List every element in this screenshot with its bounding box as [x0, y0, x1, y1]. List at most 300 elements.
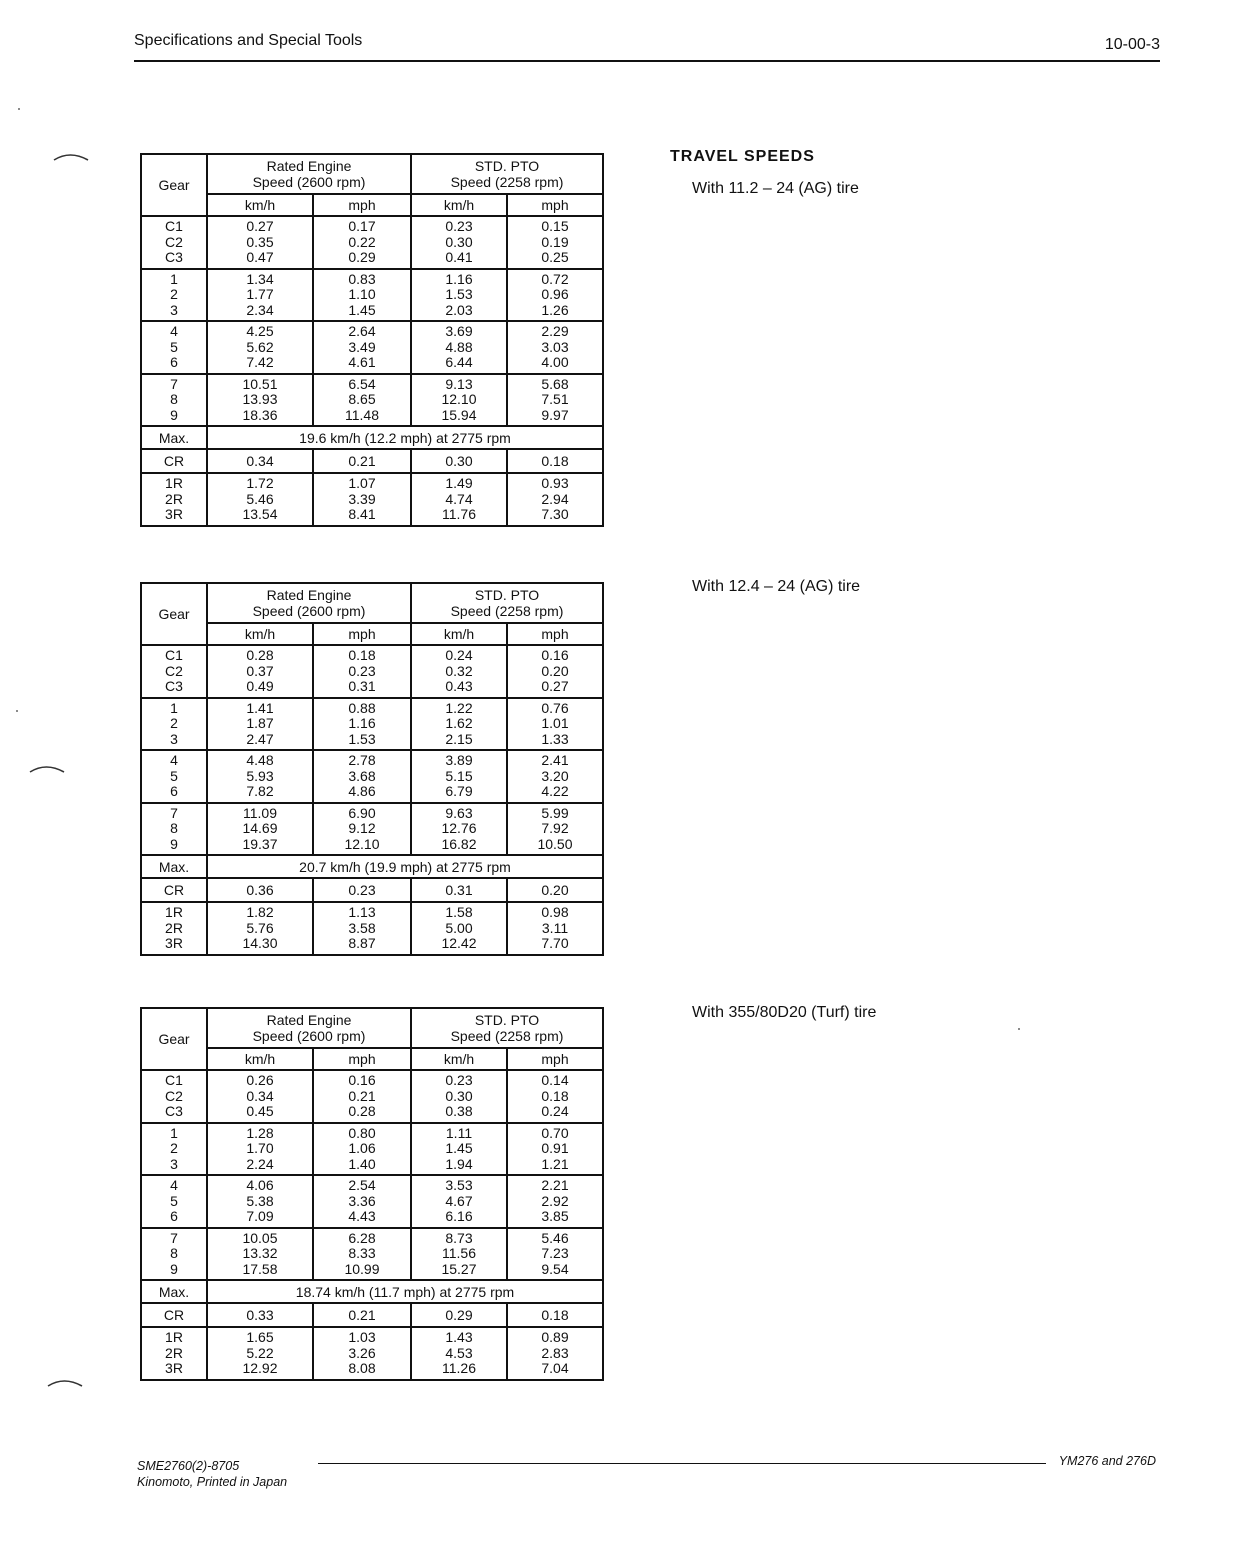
rated-kmh-cell-value: 5.46: [246, 490, 274, 507]
gear-cell: [141, 269, 207, 322]
pto-kmh-cell-value: 0.43: [445, 678, 473, 694]
gear-cell-value: 5: [170, 338, 178, 355]
pto-mph-cell: [507, 269, 603, 322]
travel-speed-table: [140, 582, 604, 956]
pto-kmh-cell-value: 1.45: [445, 1140, 473, 1156]
gear-cell: [141, 473, 207, 526]
pto-kmh-cell: [411, 1070, 507, 1123]
gear-group-row: [141, 1070, 603, 1123]
rated-mph-cell-value: 0.17: [348, 218, 376, 234]
rated-kmh-cell-value: 14.69: [242, 820, 278, 836]
rated-kmh-cell-value: 1.65: [246, 1329, 274, 1345]
unit-kmh-header: km/h: [207, 1048, 313, 1070]
pto-speed-header-line: STD. PTO: [474, 1012, 540, 1028]
max-speed-cell: 18.74 km/h (11.7 mph) at 2775 rpm: [207, 1280, 603, 1303]
pto-kmh-cell-value: 4.53: [445, 1344, 473, 1361]
pto-mph-cell: [507, 803, 603, 856]
cr-value-cell: 0.21: [313, 1303, 411, 1327]
gear-cell-value: 9: [170, 835, 178, 852]
rated-kmh-cell-value: 18.36: [242, 406, 278, 423]
gear-group-row: [141, 645, 603, 698]
unit-kmh-header: km/h: [411, 194, 507, 216]
pto-kmh-cell-value: 0.24: [445, 647, 473, 663]
rated-mph-cell: [313, 803, 411, 856]
gear-cell: [141, 902, 207, 955]
pto-kmh-cell: [411, 1175, 507, 1228]
rated-kmh-cell-value: 13.54: [242, 506, 278, 522]
rated-kmh-cell-value: 7.82: [246, 783, 274, 799]
pto-kmh-cell: [411, 1228, 507, 1281]
rated-mph-cell-value: 2.64: [348, 323, 376, 339]
printed-note: Kinomoto, Printed in Japan: [137, 1475, 288, 1489]
rated-mph-cell-value: 8.41: [348, 506, 376, 522]
unit-mph-header: mph: [507, 623, 603, 645]
rated-kmh-cell: [207, 750, 313, 803]
pto-kmh-cell-value: 11.26: [442, 1360, 476, 1376]
pto-kmh-cell-value: 2.15: [445, 730, 473, 747]
rated-kmh-cell-value: 1.72: [246, 475, 274, 491]
punch-mark-icon: [46, 1376, 86, 1390]
rated-mph-cell-value: 0.29: [348, 249, 376, 265]
gear-cell-value: 2: [170, 1140, 178, 1156]
gear-cell-value: 8: [170, 1245, 178, 1261]
gear-cell-value: 3: [170, 301, 178, 318]
gear-cell-value: C3: [165, 678, 183, 694]
unit-mph-header: mph: [507, 194, 603, 216]
rated-speed-header-line: Speed (2600 rpm): [252, 174, 366, 190]
rated-kmh-cell-value: 0.26: [246, 1072, 274, 1088]
pto-kmh-cell-value: 15.94: [441, 406, 477, 423]
cr-value-cell: 0.20: [507, 878, 603, 902]
speck: [18, 108, 20, 110]
rated-mph-cell-value: 0.88: [348, 699, 376, 716]
rated-kmh-cell-value: 19.37: [242, 835, 278, 852]
rated-mph-cell-value: 1.10: [348, 286, 376, 302]
max-label-cell: Max.: [141, 426, 207, 449]
page-header: [134, 30, 1160, 62]
gear-cell: [141, 1123, 207, 1176]
pto-kmh-cell-value: 16.82: [441, 835, 477, 852]
gear-group-row: [141, 1228, 603, 1281]
gear-cell-value: C2: [165, 1087, 183, 1104]
rated-mph-cell: [313, 902, 411, 955]
rated-mph-cell-value: 6.28: [348, 1229, 376, 1246]
pto-kmh-cell-value: 1.49: [445, 475, 473, 491]
rated-mph-cell-value: 4.43: [348, 1208, 376, 1224]
pto-kmh-cell-value: 0.23: [445, 1072, 473, 1088]
gear-group-row: [141, 803, 603, 856]
pto-mph-cell-value: 3.20: [541, 767, 569, 784]
pto-mph-cell-value: 7.23: [541, 1245, 569, 1261]
rated-kmh-cell-value: 4.25: [246, 323, 274, 339]
unit-kmh-header: km/h: [411, 623, 507, 645]
rated-mph-cell-value: 2.54: [348, 1177, 376, 1193]
rated-mph-cell-value: 0.16: [348, 1072, 376, 1088]
rated-kmh-cell-value: 14.30: [242, 935, 278, 951]
rated-mph-cell-value: 0.23: [348, 662, 376, 679]
gear-cell: [141, 750, 207, 803]
gear-cell-value: 3: [170, 1155, 178, 1172]
gear-cell-value: 3: [170, 730, 178, 747]
gear-cell: [141, 216, 207, 269]
pto-kmh-cell-value: 6.44: [445, 354, 473, 370]
rated-kmh-cell-value: 0.28: [246, 647, 274, 663]
pto-kmh-cell-value: 0.38: [445, 1103, 473, 1119]
gear-cell: [141, 803, 207, 856]
pto-kmh-cell-value: 6.16: [445, 1208, 473, 1224]
gear-cell-value: C2: [165, 662, 183, 679]
rated-mph-cell: [313, 1327, 411, 1380]
rated-mph-cell-value: 8.33: [348, 1245, 376, 1261]
unit-mph-header: mph: [313, 623, 411, 645]
rated-kmh-cell: [207, 645, 313, 698]
gear-group-row: [141, 374, 603, 427]
pto-kmh-cell: [411, 750, 507, 803]
cr-gear-cell: CR: [141, 449, 207, 473]
rated-mph-cell-value: 3.49: [348, 338, 376, 355]
rated-mph-cell: [313, 216, 411, 269]
pto-mph-cell-value: 2.92: [541, 1192, 569, 1209]
rated-kmh-cell-value: 1.41: [246, 699, 274, 716]
pto-mph-cell-value: 7.30: [541, 506, 569, 522]
header-title: Specifications and Special Tools: [134, 32, 363, 49]
rated-kmh-cell-value: 17.58: [242, 1260, 278, 1277]
pto-mph-cell-value: 2.94: [541, 490, 569, 507]
rated-kmh-cell-value: 13.93: [242, 391, 278, 407]
rated-kmh-cell-value: 1.34: [246, 270, 274, 287]
rated-kmh-cell-value: 12.92: [242, 1360, 278, 1376]
gear-cell-value: 6: [170, 1208, 178, 1224]
pto-kmh-cell-value: 0.41: [445, 249, 473, 265]
rated-kmh-cell: [207, 473, 313, 526]
gear-cell: [141, 698, 207, 751]
speck: [1018, 1028, 1020, 1030]
pto-mph-cell-value: 0.24: [541, 1103, 569, 1119]
max-speed-cell: 20.7 km/h (19.9 mph) at 2775 rpm: [207, 855, 603, 878]
gear-header: Gear: [141, 583, 207, 645]
gear-cell: [141, 374, 207, 427]
rated-mph-cell-value: 1.45: [348, 301, 376, 318]
gear-cell-value: 6: [170, 783, 178, 799]
pto-mph-cell-value: 0.16: [541, 647, 569, 663]
caption-tire-3: With 355/80D20 (Turf) tire: [692, 1004, 877, 1021]
pto-mph-cell-value: 1.33: [541, 730, 569, 747]
rated-kmh-cell-value: 1.28: [246, 1124, 274, 1141]
gear-cell-value: 4: [170, 752, 178, 768]
pto-mph-cell-value: 2.21: [541, 1177, 569, 1193]
pto-kmh-cell-value: 1.22: [445, 699, 473, 716]
pto-mph-cell-value: 0.20: [541, 662, 569, 679]
max-label-cell: Max.: [141, 1280, 207, 1303]
rated-speed-header: [207, 1008, 411, 1048]
rated-mph-cell: [313, 1228, 411, 1281]
gear-cell-value: 2R: [165, 1344, 183, 1361]
rated-kmh-cell-value: 10.51: [242, 375, 278, 392]
pto-kmh-cell-value: 12.76: [441, 820, 477, 836]
rated-speed-header: [207, 583, 411, 623]
pto-kmh-cell: [411, 645, 507, 698]
rated-speed-header-line: Speed (2600 rpm): [252, 1028, 366, 1044]
pto-speed-header: [411, 1008, 603, 1048]
cr-value-cell: 0.29: [411, 1303, 507, 1327]
pto-mph-cell-value: 9.97: [541, 406, 569, 423]
gear-cell-value: 5: [170, 767, 178, 784]
pto-kmh-cell: [411, 216, 507, 269]
pto-kmh-cell-value: 3.89: [445, 752, 473, 768]
pto-mph-cell-value: 7.51: [541, 391, 569, 407]
gear-group-row: [141, 269, 603, 322]
rated-kmh-cell-value: 5.22: [246, 1344, 274, 1361]
travel-speed-table: [140, 1007, 604, 1381]
rated-mph-cell-value: 1.06: [348, 1140, 376, 1156]
rated-mph-cell-value: 3.36: [348, 1192, 376, 1209]
gear-cell-value: 7: [170, 804, 178, 821]
rated-mph-cell-value: 1.03: [348, 1329, 376, 1345]
pto-kmh-cell-value: 1.94: [445, 1155, 473, 1172]
pto-mph-cell-value: 0.96: [541, 286, 569, 302]
pto-mph-cell-value: 7.04: [541, 1360, 569, 1376]
pto-kmh-cell-value: 11.76: [442, 506, 476, 522]
rated-kmh-cell: [207, 1327, 313, 1380]
cr-value-cell: 0.18: [507, 1303, 603, 1327]
rated-speed-header-line: Rated Engine: [266, 158, 352, 174]
gear-cell-value: 8: [170, 820, 178, 836]
model-label: YM276 and 276D: [1058, 1454, 1156, 1468]
rated-mph-cell-value: 10.99: [344, 1260, 380, 1277]
gear-cell-value: 3R: [165, 506, 183, 522]
gear-cell-value: 2: [170, 715, 178, 731]
unit-mph-header: mph: [313, 1048, 411, 1070]
gear-cell-value: 3R: [165, 935, 183, 951]
rated-kmh-cell-value: 10.05: [242, 1229, 278, 1246]
pto-mph-cell-value: 0.98: [541, 904, 569, 920]
gear-group-row: [141, 321, 603, 374]
gear-cell-value: C1: [165, 218, 183, 234]
unit-kmh-header: km/h: [207, 623, 313, 645]
pto-mph-cell-value: 0.19: [541, 233, 569, 250]
rated-mph-cell-value: 0.18: [348, 647, 376, 663]
pto-kmh-cell-value: 4.67: [445, 1192, 473, 1209]
pto-mph-cell-value: 0.91: [541, 1140, 569, 1156]
gear-cell-value: 1: [170, 699, 178, 716]
pto-kmh-cell-value: 1.58: [445, 904, 473, 920]
pto-kmh-cell: [411, 698, 507, 751]
gear-cell-value: C3: [165, 249, 183, 265]
pto-kmh-cell-value: 12.42: [441, 935, 477, 951]
unit-kmh-header: km/h: [207, 194, 313, 216]
rated-kmh-cell-value: 1.82: [246, 904, 274, 920]
pto-kmh-cell-value: 5.15: [445, 767, 473, 784]
pto-mph-cell: [507, 473, 603, 526]
rated-mph-cell-value: 2.78: [348, 752, 376, 768]
rated-kmh-cell-value: 11.09: [243, 804, 277, 821]
gear-header: Gear: [141, 1008, 207, 1070]
rated-mph-cell-value: 1.16: [348, 715, 376, 731]
pto-mph-cell-value: 0.93: [541, 475, 569, 491]
pto-kmh-cell-value: 0.32: [445, 662, 473, 679]
page-number: 10-00-3: [1104, 36, 1160, 53]
rated-kmh-cell-value: 2.24: [246, 1155, 274, 1172]
pto-mph-cell-value: 0.70: [541, 1124, 569, 1141]
pto-kmh-cell-value: 1.62: [445, 715, 473, 731]
pto-mph-cell-value: 3.11: [541, 919, 569, 936]
rated-mph-cell-value: 0.28: [348, 1103, 376, 1119]
rated-kmh-cell-value: 4.06: [246, 1177, 274, 1193]
pto-mph-cell-value: 4.22: [541, 783, 569, 799]
rated-mph-cell: [313, 1175, 411, 1228]
pto-kmh-cell-value: 0.30: [445, 233, 473, 250]
rated-kmh-cell-value: 5.76: [246, 919, 274, 936]
gear-cell: [141, 1327, 207, 1380]
pto-mph-cell: [507, 1070, 603, 1123]
pto-mph-cell-value: 1.21: [541, 1155, 569, 1172]
gear-cell-value: C2: [165, 233, 183, 250]
gear-cell-value: C1: [165, 647, 183, 663]
pto-mph-cell: [507, 216, 603, 269]
rated-mph-cell: [313, 321, 411, 374]
reverse-gear-row: [141, 902, 603, 955]
gear-cell-value: 1: [170, 1124, 178, 1141]
rated-mph-cell: [313, 698, 411, 751]
rated-kmh-cell: [207, 216, 313, 269]
pto-kmh-cell-value: 0.30: [445, 1087, 473, 1104]
pto-kmh-cell-value: 3.69: [445, 323, 473, 339]
rated-speed-header-line: Rated Engine: [266, 1012, 352, 1028]
pto-kmh-cell-value: 5.00: [445, 919, 473, 936]
gear-cell: [141, 645, 207, 698]
pto-mph-cell: [507, 698, 603, 751]
pto-mph-cell-value: 1.01: [541, 715, 569, 731]
rated-kmh-cell-value: 1.87: [246, 715, 274, 731]
caption-tire-2: With 12.4 – 24 (AG) tire: [692, 578, 861, 595]
pto-kmh-cell-value: 3.53: [445, 1177, 473, 1193]
pto-mph-cell-value: 0.15: [541, 218, 569, 234]
pto-speed-header: [411, 583, 603, 623]
rated-kmh-cell-value: 5.93: [246, 767, 274, 784]
rated-mph-cell-value: 11.48: [345, 406, 379, 423]
cr-value-cell: 0.33: [207, 1303, 313, 1327]
gear-cell: [141, 321, 207, 374]
pto-kmh-cell-value: 6.79: [445, 783, 473, 799]
footer-left: [137, 1458, 287, 1490]
pto-kmh-cell: [411, 1123, 507, 1176]
gear-cell-value: 4: [170, 1177, 178, 1193]
pto-speed-header-line: STD. PTO: [474, 158, 540, 174]
rated-mph-cell-value: 3.58: [348, 919, 376, 936]
rated-kmh-cell: [207, 1070, 313, 1123]
rated-kmh-cell: [207, 321, 313, 374]
gear-cell-value: C3: [165, 1103, 183, 1119]
pto-mph-cell: [507, 374, 603, 427]
cr-value-cell: 0.23: [313, 878, 411, 902]
cr-value-cell: 0.31: [411, 878, 507, 902]
gear-cell-value: 7: [170, 375, 178, 392]
gear-cell-value: 5: [170, 1192, 178, 1209]
pto-mph-cell-value: 7.70: [541, 935, 569, 951]
rated-kmh-cell-value: 0.27: [246, 218, 274, 234]
rated-mph-cell-value: 1.40: [348, 1155, 376, 1172]
cr-gear-cell: CR: [141, 878, 207, 902]
pto-kmh-cell-value: 4.74: [445, 490, 473, 507]
gear-cell-value: 1R: [165, 904, 183, 920]
rated-kmh-cell: [207, 1228, 313, 1281]
pto-mph-cell: [507, 645, 603, 698]
pto-kmh-cell: [411, 269, 507, 322]
pto-kmh-cell-value: 1.43: [445, 1329, 473, 1345]
pto-mph-cell-value: 5.46: [541, 1229, 569, 1246]
gear-cell: [141, 1070, 207, 1123]
gear-cell-value: 9: [170, 1260, 178, 1277]
pto-kmh-cell-value: 1.53: [445, 286, 473, 302]
pto-kmh-cell: [411, 321, 507, 374]
gear-cell-value: 9: [170, 406, 178, 423]
rated-mph-cell-value: 8.65: [348, 391, 376, 407]
pto-kmh-cell: [411, 803, 507, 856]
gear-group-row: [141, 698, 603, 751]
pto-kmh-cell-value: 8.73: [445, 1229, 473, 1246]
gear-group-row: [141, 216, 603, 269]
rated-mph-cell-value: 3.26: [348, 1344, 376, 1361]
rated-kmh-cell-value: 1.70: [246, 1140, 274, 1156]
pto-mph-cell-value: 5.68: [541, 375, 569, 392]
pto-mph-cell-value: 0.27: [541, 678, 569, 694]
pto-mph-cell-value: 0.76: [541, 699, 569, 716]
cr-gear-cell: CR: [141, 1303, 207, 1327]
gear-cell-value: 2R: [165, 919, 183, 936]
unit-mph-header: mph: [507, 1048, 603, 1070]
pto-mph-cell-value: 2.29: [541, 323, 569, 339]
rated-mph-cell-value: 8.87: [348, 935, 376, 951]
pto-mph-cell-value: 3.03: [541, 338, 569, 355]
max-speed-cell: 19.6 km/h (12.2 mph) at 2775 rpm: [207, 426, 603, 449]
rated-mph-cell-value: 4.61: [348, 354, 376, 370]
gear-cell-value: 8: [170, 391, 178, 407]
caption-tire-1: With 11.2 – 24 (AG) tire: [692, 180, 859, 197]
cr-value-cell: 0.36: [207, 878, 313, 902]
rated-kmh-cell-value: 0.34: [246, 1087, 274, 1104]
unit-mph-header: mph: [313, 194, 411, 216]
rated-kmh-cell-value: 0.47: [246, 249, 274, 265]
pto-mph-cell-value: 2.41: [541, 752, 569, 768]
pto-speed-header: [411, 154, 603, 194]
pto-mph-cell-value: 3.85: [541, 1208, 569, 1224]
pto-mph-cell-value: 0.25: [541, 249, 569, 265]
pto-kmh-cell-value: 9.13: [445, 375, 473, 392]
rated-kmh-cell: [207, 698, 313, 751]
rated-mph-cell: [313, 1123, 411, 1176]
rated-kmh-cell-value: 2.34: [246, 301, 274, 318]
rated-mph-cell-value: 1.53: [348, 730, 376, 747]
punch-mark-icon: [28, 762, 68, 776]
rated-kmh-cell: [207, 374, 313, 427]
pto-mph-cell: [507, 902, 603, 955]
reverse-gear-row: [141, 1327, 603, 1380]
pto-mph-cell: [507, 1123, 603, 1176]
pto-mph-cell-value: 1.26: [541, 301, 569, 318]
gear-header: Gear: [141, 154, 207, 216]
pto-kmh-cell-value: 9.63: [445, 804, 473, 821]
rated-mph-cell-value: 9.12: [348, 820, 376, 836]
pto-kmh-cell: [411, 1327, 507, 1380]
rated-mph-cell-value: 0.80: [348, 1124, 376, 1141]
pto-kmh-cell-value: 4.88: [445, 338, 473, 355]
pto-mph-cell-value: 5.99: [541, 804, 569, 821]
gear-cell-value: 1: [170, 270, 178, 287]
pto-kmh-cell-value: 11.56: [442, 1245, 476, 1261]
pto-mph-cell: [507, 321, 603, 374]
rated-mph-cell-value: 0.22: [348, 233, 376, 250]
section-heading: TRAVEL SPEEDS: [670, 148, 815, 165]
